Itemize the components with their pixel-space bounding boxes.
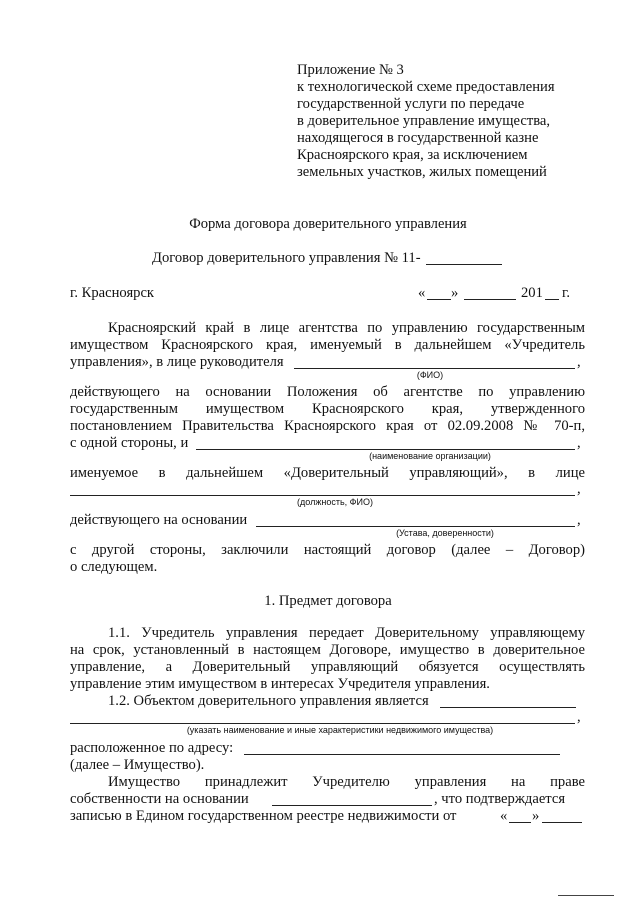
registry-close-quote: »: [532, 808, 540, 824]
intro-line: государственным имуществом Красноярского края, утвержденного: [70, 401, 585, 417]
basis-document-blank: [272, 805, 432, 806]
footer-rule: [558, 895, 614, 896]
comma: ,: [577, 435, 581, 451]
contract-number-blank: [426, 264, 502, 265]
organization-blank: [196, 449, 575, 450]
section-line: управление, а Доверительный управляющий обязуется осуществлять: [70, 659, 585, 675]
appendix-line: находящегося в государственной казне: [297, 130, 539, 146]
registry-month-blank: [542, 822, 582, 823]
comma: ,: [577, 354, 581, 370]
address-blank: [244, 754, 560, 755]
property-blank: [440, 707, 576, 708]
section-line: (далее – Имущество).: [70, 757, 205, 773]
appendix-line: государственной услуги по передаче: [297, 96, 525, 112]
section-line: записью в Едином государственном реестре недвижимости от: [70, 808, 457, 824]
section-line: на срок, установленный в настоящем Договоре, имущество в доверительное: [70, 642, 585, 658]
appendix-line: Красноярского края, за исключением: [297, 147, 528, 163]
comma: ,: [577, 709, 581, 725]
appendix-line: в доверительное управление имущества,: [297, 113, 551, 129]
date-day-blank: [427, 299, 451, 300]
intro-line: с одной стороны, и: [70, 435, 189, 451]
date-year-blank: [545, 299, 559, 300]
intro-line: управления», в лице руководителя: [70, 354, 284, 370]
intro-line: имуществом Красноярского края, именуемый в дальнейшем «Учредитель: [70, 337, 585, 353]
contract-title: Договор доверительного управления № 11-: [152, 250, 421, 266]
caption-basis: (Устава, доверенности): [396, 528, 494, 538]
section-line: 1.1. Учредитель управления передает Доверительному управляющему: [108, 625, 585, 641]
caption-position: (должность, ФИО): [297, 497, 373, 507]
form-title: Форма договора доверительного управления: [189, 216, 467, 232]
section-line: управление этим имуществом в интересах Учредителя управления.: [70, 676, 490, 692]
comma: ,: [577, 512, 581, 528]
appendix-line: земельных участков, жилых помещений: [297, 164, 547, 180]
intro-line: с другой стороны, заключили настоящий договор (далее – Договор): [70, 542, 585, 558]
registry-day-blank: [509, 822, 531, 823]
date-year: 201: [521, 285, 543, 301]
property-blank-2: [70, 723, 575, 724]
appendix-line: к технологической схеме предоставления: [297, 79, 555, 95]
date-month-blank: [464, 299, 516, 300]
intro-line: постановлением Правительства Красноярского края от 02.09.2008 № 70-п,: [70, 418, 585, 434]
intro-line: Красноярский край в лице агентства по управлению государственным: [108, 320, 585, 336]
director-name-blank: [294, 368, 575, 369]
intro-line: действующего на основании: [70, 512, 248, 528]
appendix-title: Приложение № 3: [297, 62, 404, 78]
comma: ,: [577, 481, 581, 497]
date-close-quote: »: [451, 285, 459, 301]
position-blank: [70, 495, 575, 496]
date-suffix: г.: [562, 285, 570, 301]
caption-organization: (наименование организации): [369, 451, 491, 461]
section-line: расположенное по адресу:: [70, 740, 234, 756]
basis-blank: [256, 526, 575, 527]
city: г. Красноярск: [70, 285, 155, 301]
caption-property: (указать наименование и иные характеристики недвижимого имущества): [186, 725, 494, 735]
intro-line: именуемое в дальнейшем «Доверительный управляющий», в лице: [70, 465, 585, 481]
intro-line: о следующем.: [70, 559, 158, 575]
caption-fio: (ФИО): [416, 370, 444, 380]
section-line: собственности на основании: [70, 791, 249, 807]
section-line: Имущество принадлежит Учредителю управления на праве: [108, 774, 585, 790]
section-line: , что подтверждается: [434, 791, 566, 807]
section-line: 1.2. Объектом доверительного управления является: [108, 693, 429, 709]
registry-open-quote: «: [500, 808, 508, 824]
intro-line: действующего на основании Положения об агентстве по управлению: [70, 384, 585, 400]
section-title: 1. Предмет договора: [264, 593, 392, 609]
date-open-quote: «: [418, 285, 426, 301]
